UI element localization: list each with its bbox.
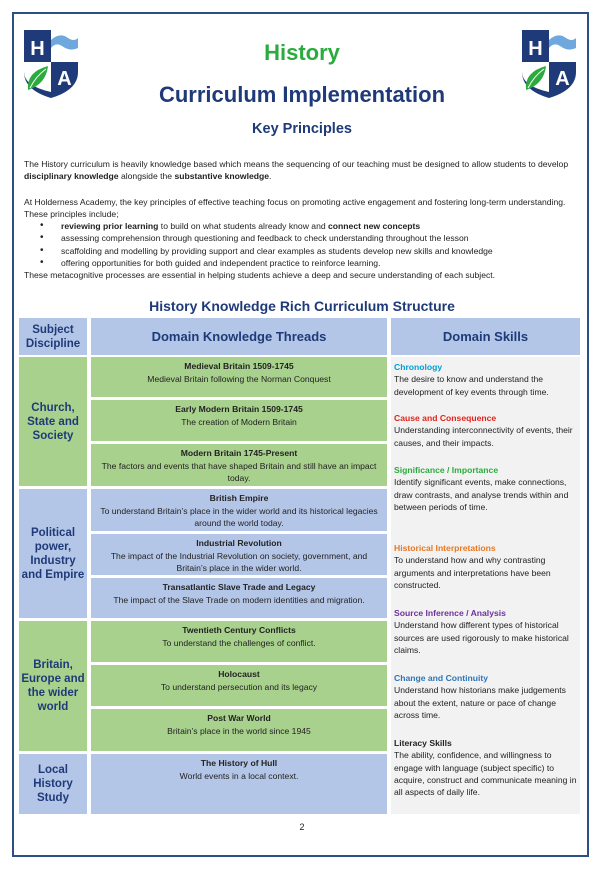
thread-title: Industrial Revolution: [196, 538, 282, 548]
structure-title: History Knowledge Rich Curriculum Structure: [149, 298, 455, 314]
skill-heading: Change and Continuity: [394, 673, 489, 683]
intro-closing: These metacognitive processes are essential in helping students achieve a deep and secure understanding of each subject.: [24, 270, 496, 281]
thread-modern-britain: [91, 444, 387, 486]
skill-description: To understand how and why contrasting arguments and interpretations have been constructed.: [394, 555, 551, 590]
principle-item: • assessing comprehension through questioning and feedback to check understanding throughout the lesson: [40, 232, 580, 244]
header-domain-skills: Domain Skills: [391, 318, 580, 355]
logo-letter-a: A: [555, 68, 570, 90]
discipline-church-state-society: Church, State and Society: [19, 357, 87, 486]
principle-text: to build on what students already know and: [158, 221, 329, 232]
thread-description: The factors and events that have shaped Britain and still have an impact today.: [101, 460, 377, 484]
thread-medieval-britain: [91, 357, 387, 397]
intro-text-run: .: [269, 171, 272, 182]
discipline-political-power: Political power, Industry and Empire: [19, 489, 87, 618]
logo-letter-a: A: [57, 68, 72, 90]
intro-text-run: alongside the: [118, 171, 175, 182]
thread-twentieth-century-conflicts: [91, 621, 387, 662]
skill-source-inference: [394, 607, 578, 656]
thread-description: To understand Britain’s place in the wider world and its historical legacies around the world today.: [100, 505, 378, 529]
skill-description: The desire to know and understand the development of key events through time.: [394, 374, 549, 397]
skill-heading: Source Inference / Analysis: [394, 608, 506, 618]
thread-title: Transatlantic Slave Trade and Legacy: [162, 582, 316, 592]
skill-change-continuity: [394, 672, 578, 721]
skill-description: Understanding interconnectivity of events, their causes, and their impacts.: [394, 425, 573, 448]
principle-emphasis: reviewing prior learning: [61, 221, 159, 232]
thread-title: Holocaust: [218, 669, 260, 679]
disciplinary-knowledge-term: disciplinary knowledge: [24, 171, 119, 182]
principle-item: • offering opportunities for both guided and independent practice to reinforce learning.: [40, 257, 580, 269]
discipline-britain-europe: Britain, Europe and the wider world: [19, 621, 87, 751]
header-subject-discipline: Subject Discipline: [19, 318, 87, 355]
thread-description: The impact of the Slave Trade on modern identities and migration.: [113, 594, 365, 605]
thread-slave-trade: [91, 578, 387, 618]
section-title-key-principles: Key Principles: [252, 121, 352, 137]
skill-significance: [394, 464, 578, 513]
skill-heading: Historical Interpretations: [394, 543, 496, 553]
thread-description: To understand the challenges of conflict.: [162, 637, 316, 648]
subject-title: History: [264, 40, 340, 65]
thread-industrial-revolution: [91, 534, 387, 575]
thread-description: The impact of the Industrial Revolution on society, government, and Britain’s place in the wider world.: [110, 550, 368, 574]
thread-description: To understand persecution and its legacy: [160, 681, 318, 692]
skill-description: Understand how historians make judgements about the extent, nature or pace of change across time.: [394, 685, 566, 720]
logo-letter-h: H: [30, 38, 45, 60]
thread-description: World events in a local context.: [179, 770, 299, 781]
skill-heading: Chronology: [394, 362, 443, 372]
skill-cause-consequence: [394, 412, 578, 449]
discipline-local-history: Local History Study: [19, 754, 87, 814]
principles-list: [24, 220, 580, 269]
principle-item: • scaffolding and modelling by providing support and clear examples as students develop new skills and knowledge: [40, 245, 580, 257]
thread-title: Modern Britain 1745-Present: [180, 448, 298, 458]
thread-title: Early Modern Britain 1509-1745: [175, 404, 303, 414]
thread-title: The History of Hull: [200, 758, 278, 768]
thread-post-war-world: [91, 709, 387, 751]
thread-early-modern-britain: [91, 400, 387, 441]
thread-title: Twentieth Century Conflicts: [182, 625, 296, 635]
thread-history-of-hull: [91, 754, 387, 814]
intro-text-run: The History curriculum is heavily knowledge based which means the sequencing of our teaching must be designed to allow students to develop: [24, 159, 569, 169]
page-title: Curriculum Implementation: [158, 82, 446, 107]
intro-paragraph-2: At Holderness Academy, the key principles of effective teaching focus on promoting active engagement and fostering long-term understanding. These principles include;: [24, 196, 566, 219]
thread-description: The creation of Modern Britain: [181, 416, 297, 427]
skill-literacy: [394, 737, 578, 798]
thread-holocaust: [91, 665, 387, 706]
skill-heading: Significance / Importance: [394, 465, 499, 475]
thread-british-empire: [91, 489, 387, 531]
thread-title: Medieval Britain 1509-1745: [184, 361, 294, 371]
skill-description: Understand how different types of historical sources are used rigorously to make historical claims.: [394, 620, 569, 655]
thread-description: Britain’s place in the world since 1945: [167, 725, 311, 736]
substantive-knowledge-term: substantive knowledge: [174, 171, 270, 182]
skill-chronology: [394, 361, 578, 398]
principle-item: [40, 220, 580, 232]
thread-title: British Empire: [209, 493, 269, 503]
thread-description: Medieval Britain following the Norman Conquest: [147, 373, 331, 384]
skill-description: Identify significant events, make connections, draw contrasts, and analyse trends within and between periods of time.: [394, 477, 569, 512]
skill-heading: Cause and Consequence: [394, 413, 497, 423]
thread-title: Post War World: [207, 713, 271, 723]
logo-letter-h: H: [528, 38, 543, 60]
header-domain-threads: Domain Knowledge Threads: [91, 318, 387, 355]
page-number: 2: [299, 822, 305, 832]
skill-historical-interpretations: [394, 542, 578, 591]
principle-emphasis: connect new concepts: [328, 221, 421, 232]
skill-description: The ability, confidence, and willingness to engage with language (subject specific) to acquire, construct and communicate meaning in all aspects of daily life.: [394, 750, 577, 798]
intro-text: [24, 158, 580, 282]
intro-paragraph-1: [24, 158, 580, 183]
skill-heading: Literacy Skills: [394, 738, 452, 748]
